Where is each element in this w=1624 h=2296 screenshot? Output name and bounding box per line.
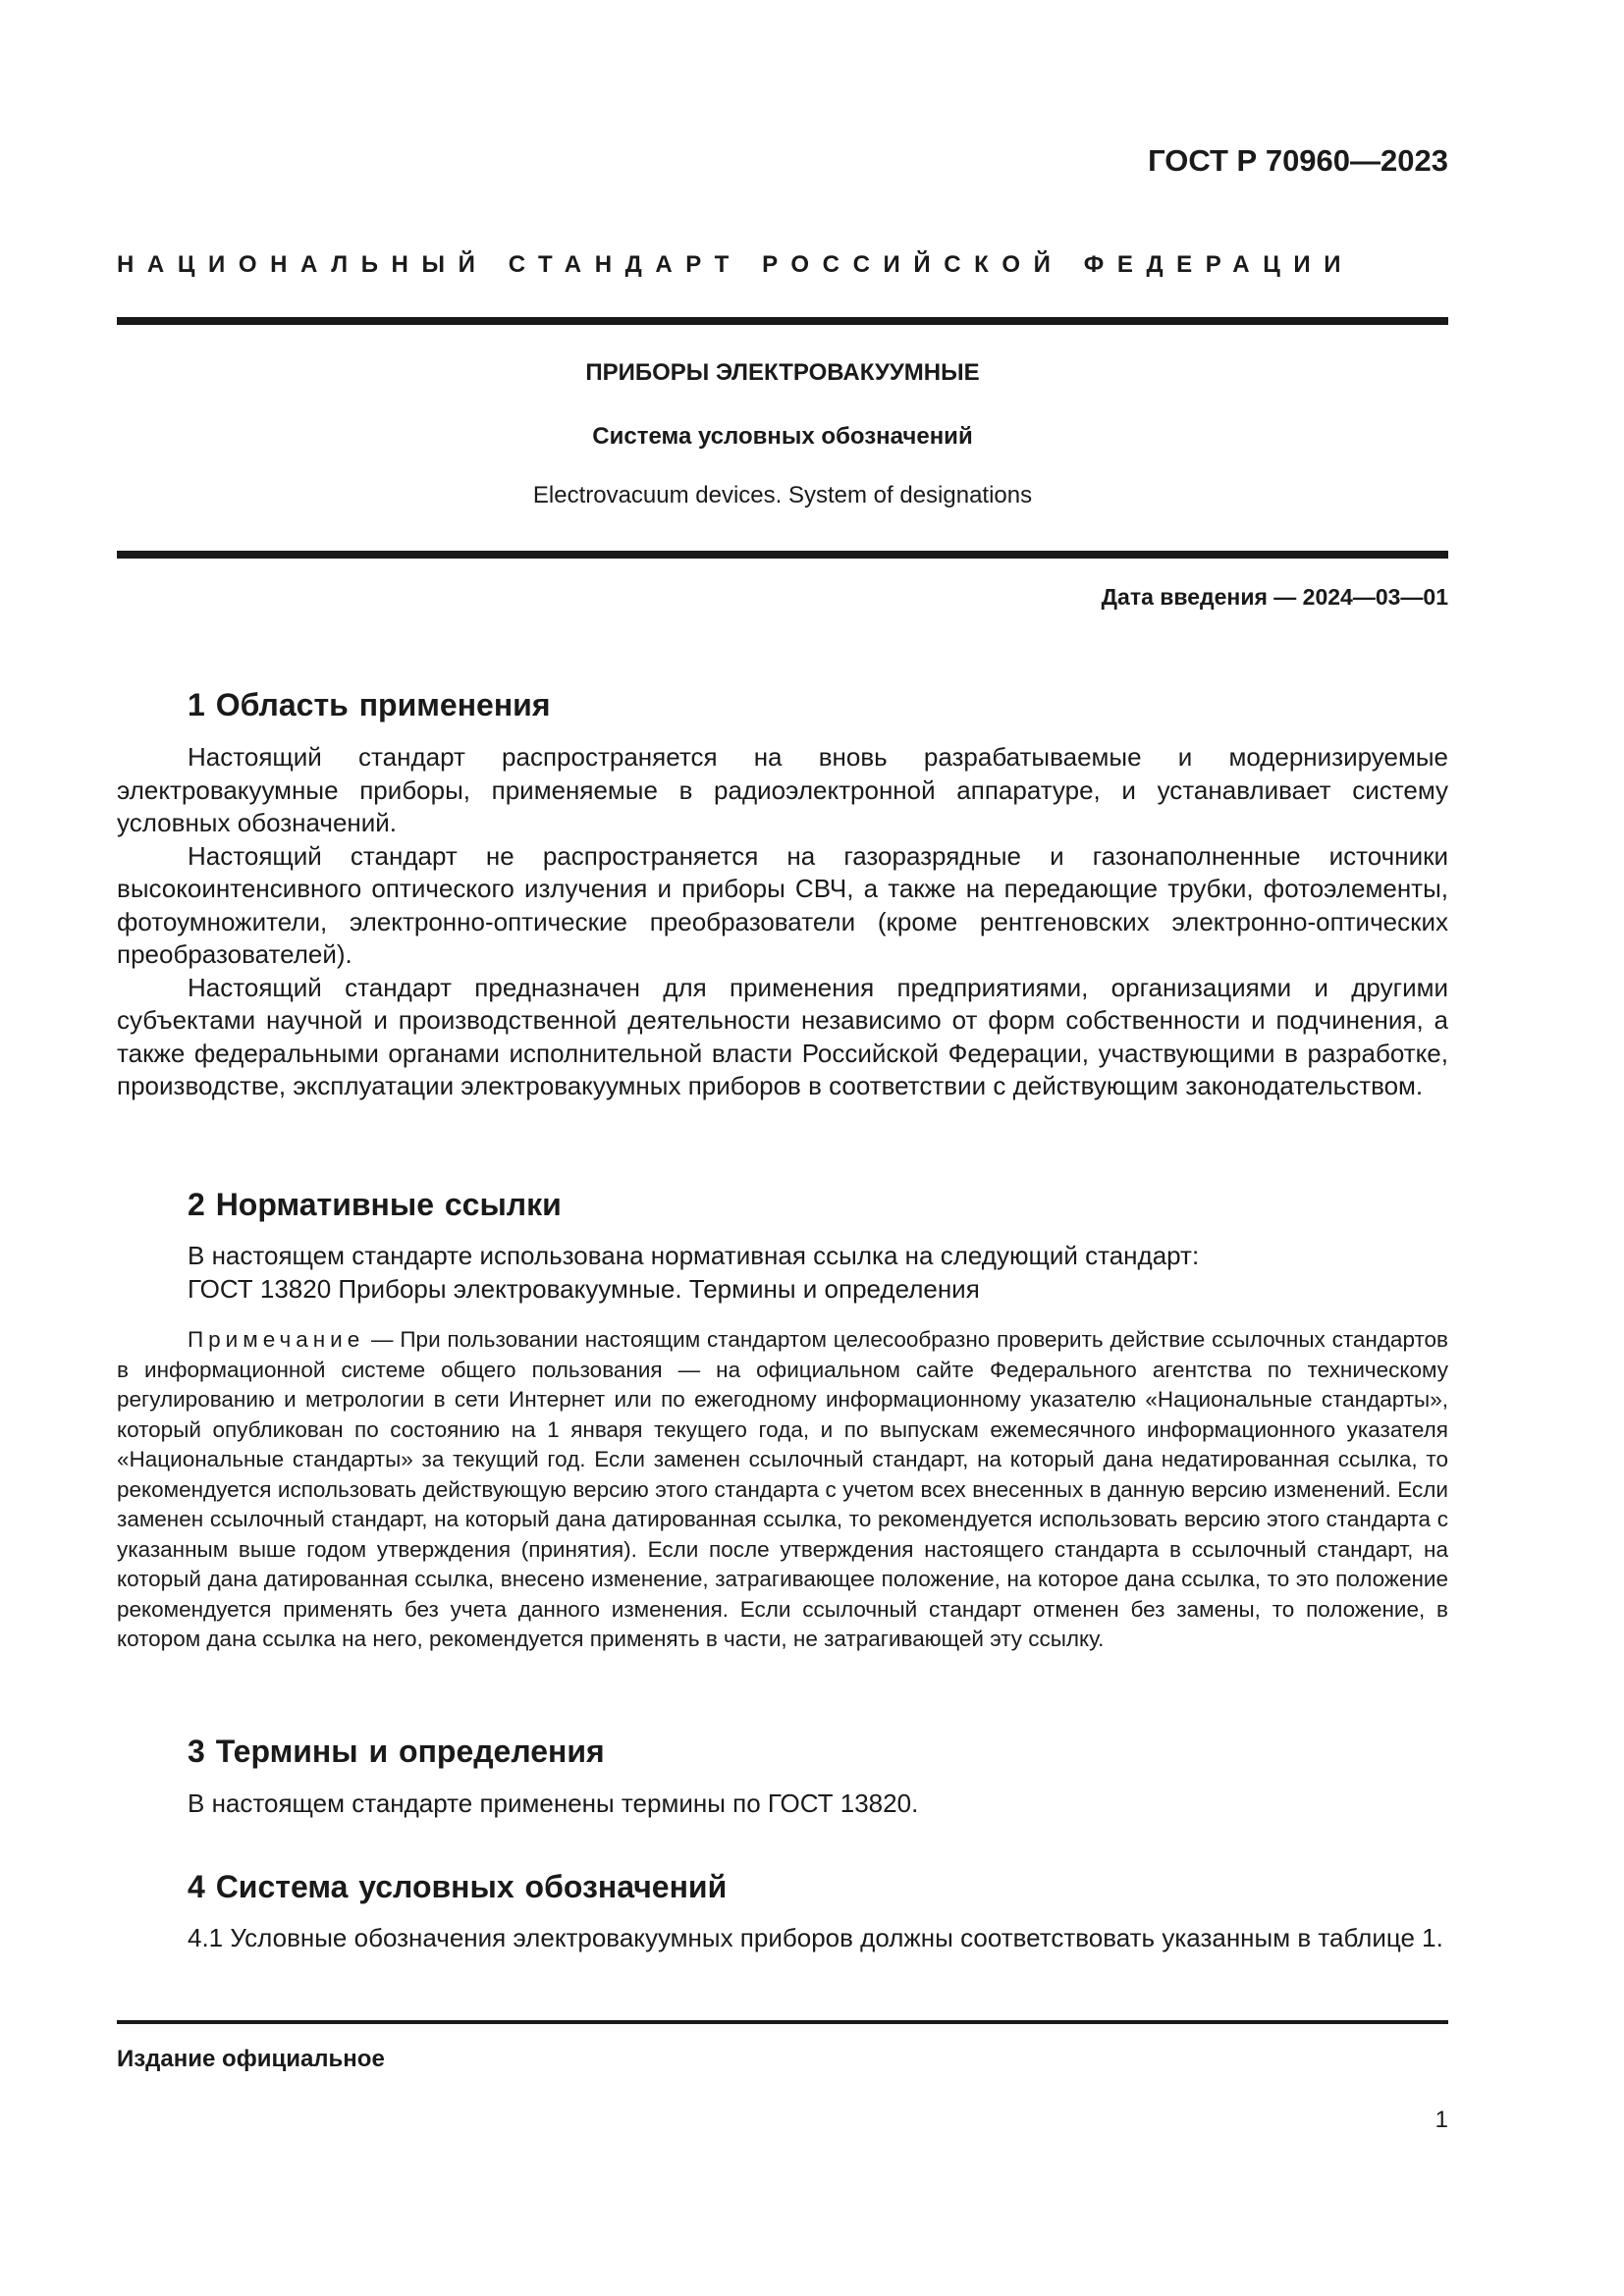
page-number: 1	[1435, 2107, 1448, 2133]
paragraph: В настоящем стандарте использована нормативная ссылка на следующий стандарт:	[188, 1241, 1200, 1270]
section-2-body	[117, 1240, 1448, 1306]
section-1-heading: 1 Область применения	[188, 687, 551, 722]
section-4-body	[117, 1922, 1448, 1955]
section-1-body	[117, 741, 1448, 1103]
normative-reference: ГОСТ 13820 Приборы электровакуумные. Термины и определения	[188, 1273, 980, 1304]
note-block	[117, 1325, 1448, 1655]
section-4-heading: 4 Система условных обозначений	[188, 1869, 728, 1904]
document-english-title: Electrovacuum devices. System of designations	[532, 482, 1033, 508]
paragraph: В настоящем стандарте применены термины по ГОСТ 13820.	[188, 1789, 919, 1818]
section-3-body	[117, 1788, 1448, 1821]
note-text: — При пользовании настоящим стандартом целесообразно проверить действие ссылочных стандартов в информационной системе общего пользования — на официальном сайте Федерального агентства по техническому регулированию и метрологии в сети Интернет или по ежегодному информационному указателю «Национальные стандарты», который опубликован по состоянию на 1 января текущего года, и по выпускам ежемесячного информационного указателя «Национальные стандарты» за текущий год. Если заменен ссылочный стандарт, на который дана недатированная ссылка, то рекомендуется использовать действующую версию этого стандарта с учетом всех внесенных в данную версию изменений. Если заменен ссылочный стандарт, на который дана датированная ссылка, то рекомендуется использовать версию этого стандарта с указанным выше годом утверждения (принятия). Если после утверждения настоящего стандарта в ссылочный стандарт, на который дана датированная ссылка, внесено изменение, затрагивающее положение, на которое дана ссылка, то это положение рекомендуется применять без учета данного изменения. Если ссылочный стандарт отменен без замены, то положение, в котором дана ссылка на него, рекомендуется применять в части, не затрагивающей эту ссылку.	[117, 1327, 1448, 1651]
top-rule	[117, 317, 1448, 325]
official-edition-label: Издание официальное	[117, 2046, 385, 2072]
paragraph: 4.1 Условные обозначения электровакуумных приборов должны соответствовать указанным в таблице 1.	[188, 1923, 1443, 1952]
title-rule	[117, 551, 1448, 559]
paragraph: Настоящий стандарт не распространяется на газоразрядные и газонаполненные источники высокоинтенсивного оптического излучения и приборы СВЧ, а также на передающие трубки, фотоэлементы, фотоумножители, электронно-оптические преобразователи (кроме рентгеновских электронно-оптических преобразователей).	[117, 840, 1448, 969]
paragraph: Настоящий стандарт предназначен для применения предприятиями, организациями и другими субъектами научной и производственной деятельности независимо от форм собственности и подчинения, а также федеральными органами исполнительной власти Российской Федерации, участвующими в разработке, производстве, эксплуатации электровакуумных приборов в соответствии с действующим законодательством.	[117, 972, 1448, 1100]
document-subtitle: Система условных обозначений	[592, 423, 973, 450]
paragraph: Настоящий стандарт распространяется на вновь разрабатываемые и модернизируемые электровакуумные приборы, применяемые в радиоэлектронной аппаратуре, и устанавливает систему условных обозначений.	[117, 742, 1448, 837]
document-title: ПРИБОРЫ ЭЛЕКТРОВАКУУМНЫЕ	[585, 359, 980, 386]
footer-rule	[117, 2020, 1448, 2024]
note-paragraph	[117, 1325, 1448, 1655]
national-standard-banner: НАЦИОНАЛЬНЫЙ СТАНДАРТ РОССИЙСКОЙ ФЕДЕРАЦИИ	[117, 251, 1355, 278]
section-2-heading: 2 Нормативные ссылки	[188, 1187, 562, 1222]
introduction-date: Дата введения — 2024—03—01	[1101, 584, 1448, 610]
section-3-heading: 3 Термины и определения	[188, 1734, 605, 1769]
gost-number: ГОСТ Р 70960—2023	[1148, 143, 1448, 178]
note-label: Примечание	[188, 1327, 365, 1352]
